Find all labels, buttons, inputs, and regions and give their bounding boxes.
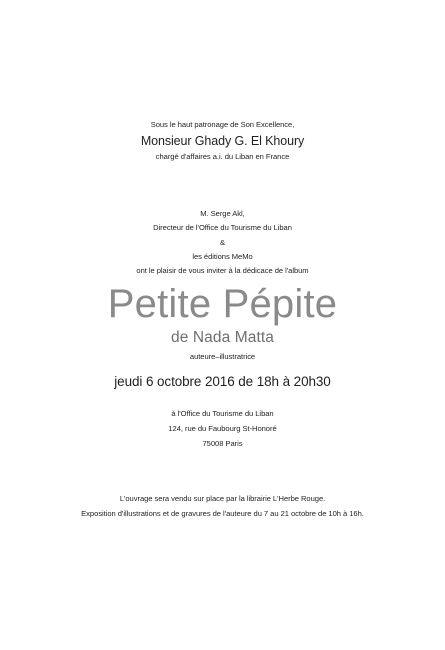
venue-street: 124, rue du Faubourg St-Honoré	[168, 424, 277, 433]
bookseller-note: L'ouvrage sera vendu sur place par la librairie L'Herbe Rouge.	[119, 494, 326, 503]
patronage-intro: Sous le haut patronage de Son Excellence,	[150, 120, 295, 129]
album-author: de Nada Matta	[171, 329, 274, 346]
exhibition-note: Exposition d'illustrations et de gravures de l'auteure du 7 au 21 octobre de 10h à 16h.	[81, 509, 364, 518]
venue-city: 75008 Paris	[202, 439, 243, 448]
event-datetime: jeudi 6 octobre 2016 de 18h à 20h30	[114, 374, 331, 389]
patron-role: chargé d'affaires a.i. du Liban en France	[155, 152, 290, 161]
author-role: auteure–illustratrice	[189, 352, 256, 361]
publisher-name: les éditions MeMo	[192, 252, 253, 261]
invitation-text: ont le plaisir de vous inviter à la dédicace de l'album	[136, 266, 309, 275]
host-title: Directeur de l'Office du Tourisme du Liban	[153, 223, 292, 232]
patron-name: Monsieur Ghady G. El Khoury	[140, 134, 305, 148]
album-title: Petite Pépite	[107, 282, 338, 326]
venue-name: à l'Office du Tourisme du Liban	[171, 409, 274, 418]
host-name: M. Serge Akl,	[200, 209, 245, 218]
ampersand: &	[219, 238, 225, 247]
